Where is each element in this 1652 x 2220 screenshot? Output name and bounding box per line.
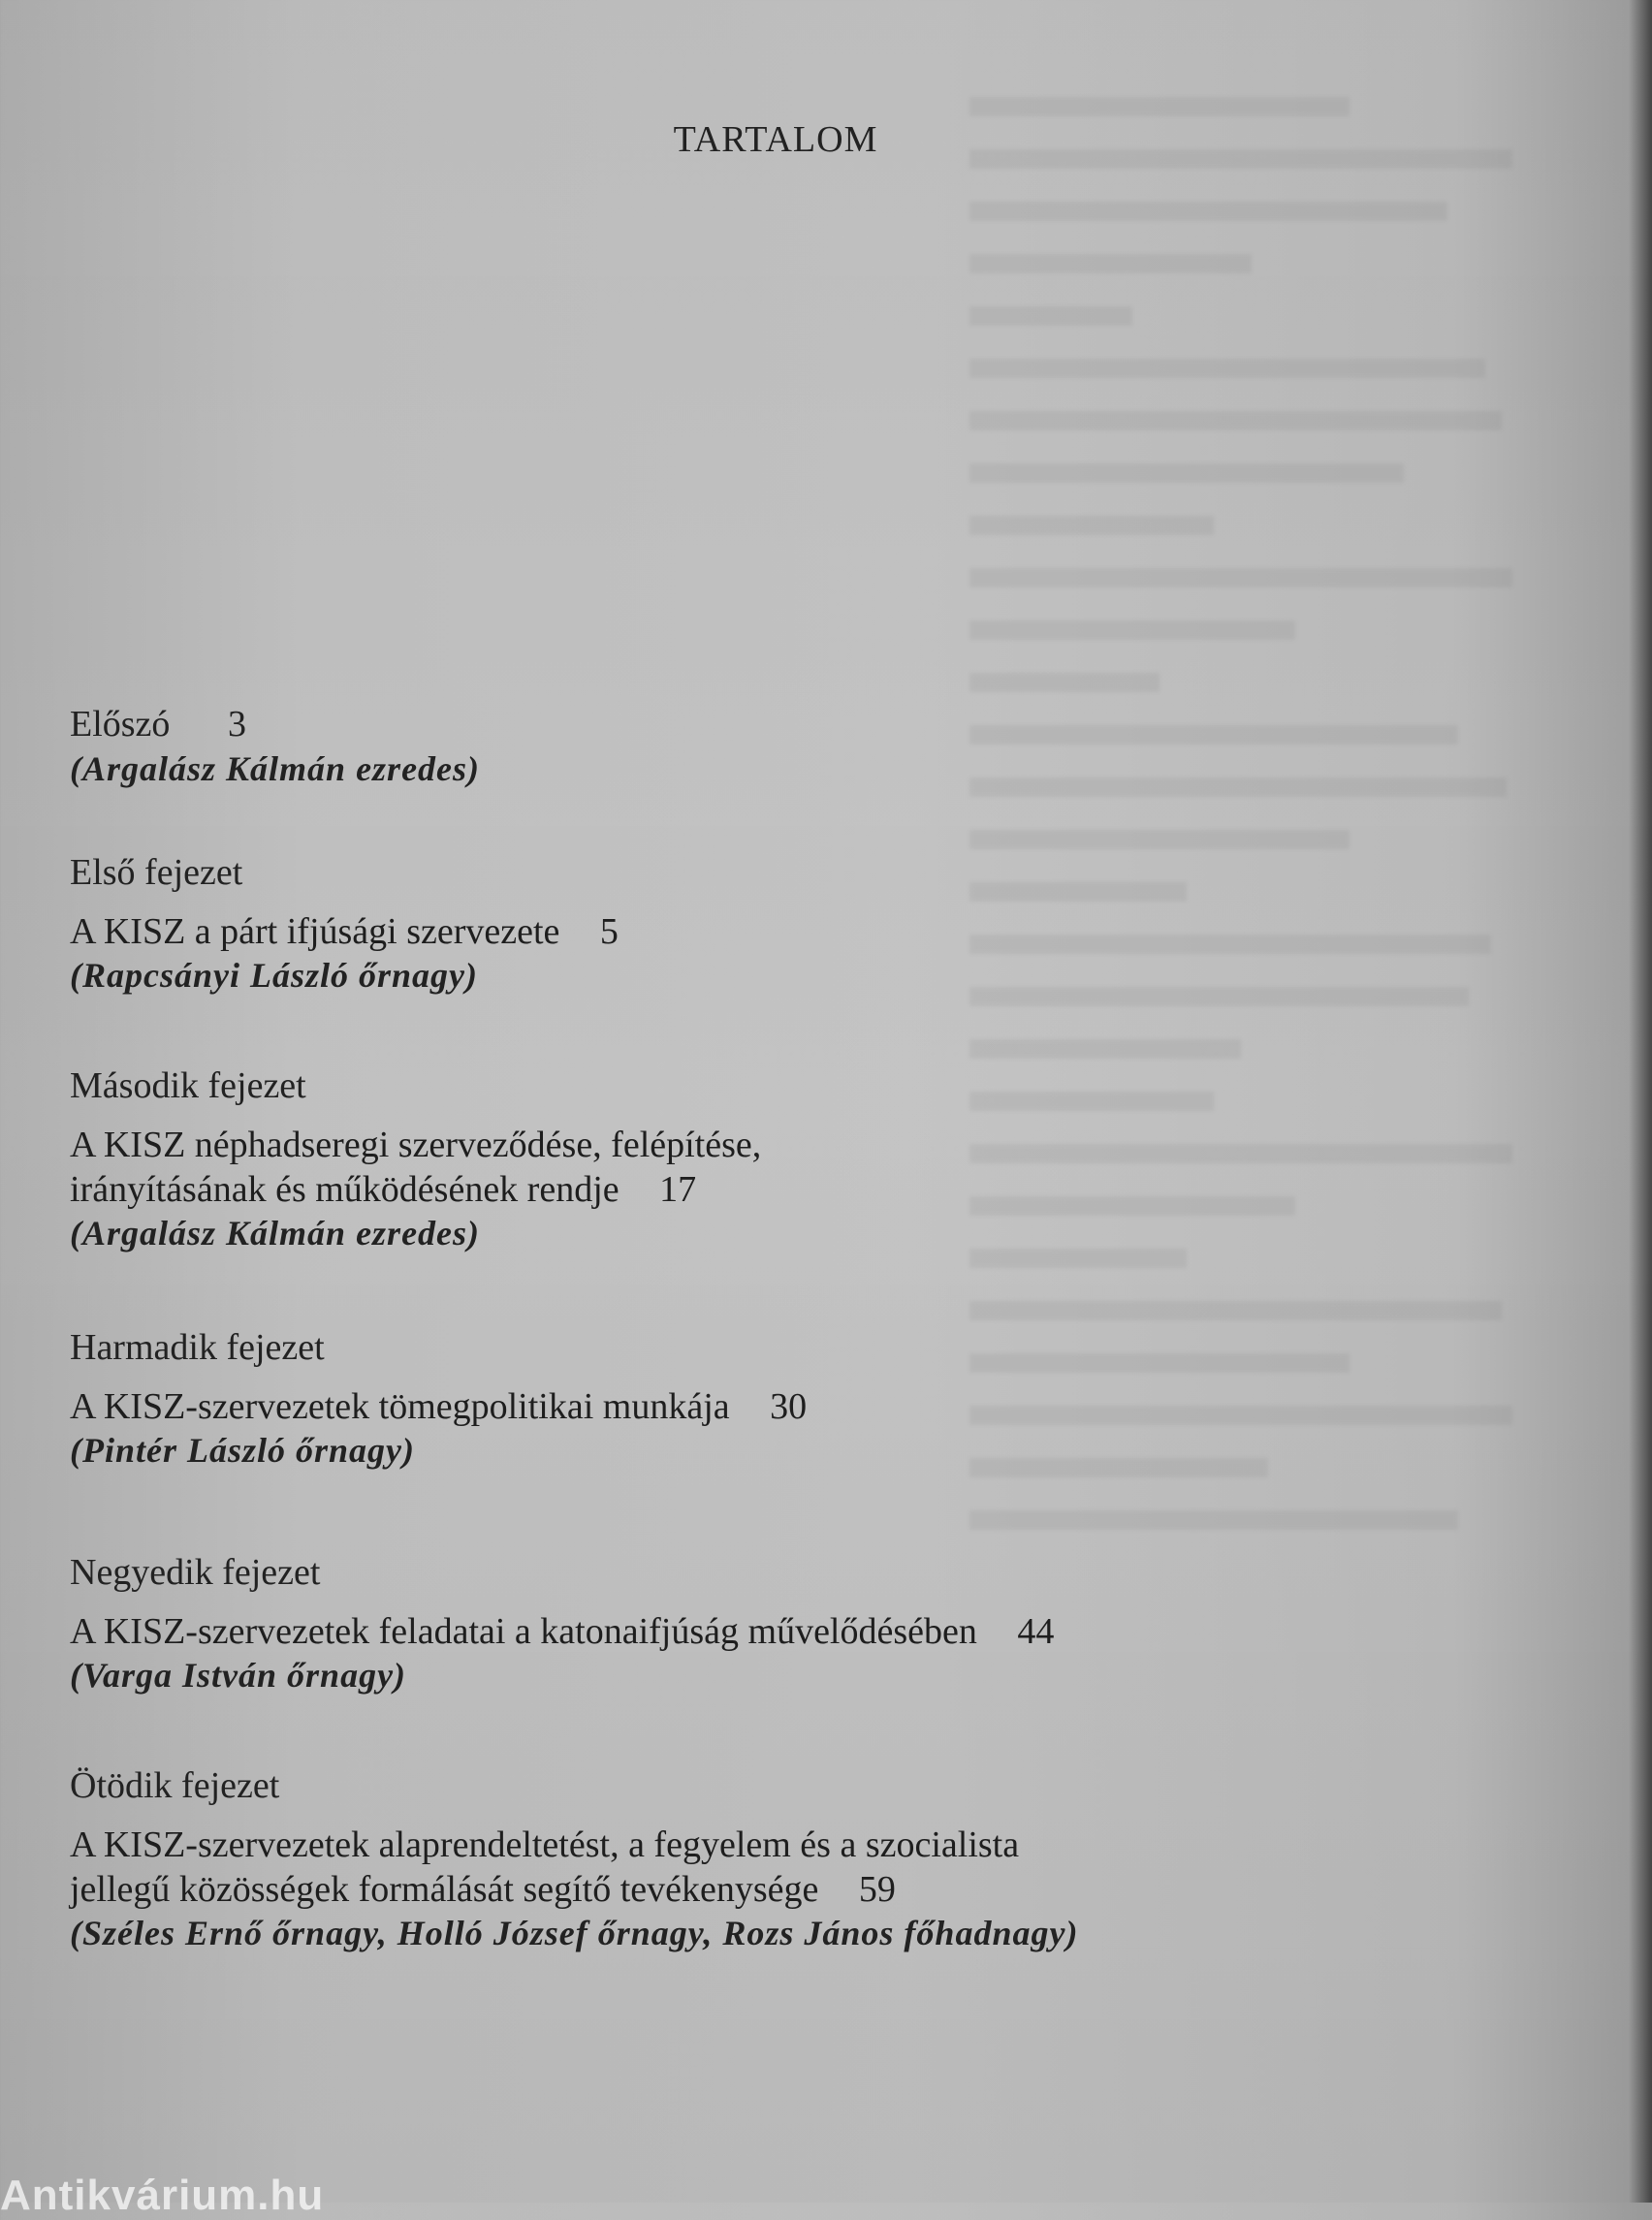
chapter-5-title-line-2 <box>70 1867 1456 1912</box>
chapter-4-title: A KISZ-szervezetek feladatai a katonaifjúság művelődésében <box>70 1611 977 1652</box>
chapter-5-title-line-1: A KISZ-szervezetek alaprendeltetést, a fegyelem és a szocialista <box>70 1824 1020 1865</box>
toc-heading <box>70 701 480 747</box>
chapter-3-author: (Pintér László őrnagy) <box>70 1431 416 1470</box>
chapter-3-title-line <box>70 1384 807 1429</box>
chapter-5-author: (Széles Ernő őrnagy, Holló József őrnagy, Rozs János főhadnagy) <box>70 1914 1079 1952</box>
chapter-5-title: jellegű közösségek formálását segítő tevékenysége <box>70 1869 819 1910</box>
page-title: TARTALOM <box>673 119 878 160</box>
chapter-2-title-line-1: A KISZ néphadseregi szerveződése, felépítése, <box>70 1125 762 1165</box>
chapter-2-title-line-2 <box>70 1167 761 1212</box>
chapter-4-heading: Negyedik fejezet <box>70 1552 321 1593</box>
toc-entry-chapter-3 <box>70 1324 807 1472</box>
chapter-2-title: irányításának és működésének rendje <box>70 1169 620 1210</box>
chapter-1-title-line <box>70 909 619 954</box>
eloszo-page-number: 3 <box>227 704 246 745</box>
watermark: Antikvárium.hu <box>0 2172 325 2219</box>
chapter-1-heading: Első fejezet <box>70 852 243 893</box>
chapter-2-heading: Második fejezet <box>70 1065 306 1106</box>
eloszo-heading: Előszó <box>70 704 171 745</box>
chapter-4-title-line <box>70 1609 1054 1654</box>
chapter-1-author: (Rapcsányi László őrnagy) <box>70 956 478 995</box>
toc-entry-chapter-5 <box>70 1762 1456 1954</box>
chapter-5-heading: Ötödik fejezet <box>70 1765 280 1806</box>
eloszo-author: (Argalász Kálmán ezredes) <box>70 749 481 788</box>
chapter-2-page-number: 17 <box>659 1169 697 1210</box>
chapter-3-page-number: 30 <box>770 1386 808 1427</box>
toc-entry-chapter-4 <box>70 1549 1054 1697</box>
toc-entry-eloszo <box>70 701 480 790</box>
chapter-1-title: A KISZ a párt ifjúsági szervezete <box>70 911 560 952</box>
chapter-2-author: (Argalász Kálmán ezredes) <box>70 1214 481 1253</box>
chapter-4-author: (Varga István őrnagy) <box>70 1656 407 1695</box>
chapter-4-page-number: 44 <box>1017 1611 1055 1652</box>
chapter-5-page-number: 59 <box>858 1869 896 1910</box>
chapter-3-heading: Harmadik fejezet <box>70 1327 325 1368</box>
page-edge-shadow <box>1629 0 1652 2203</box>
toc-entry-chapter-1 <box>70 849 619 997</box>
chapter-1-page-number: 5 <box>599 911 619 952</box>
chapter-3-title: A KISZ-szervezetek tömegpolitikai munkája <box>70 1386 730 1427</box>
toc-entry-chapter-2 <box>70 1062 761 1254</box>
